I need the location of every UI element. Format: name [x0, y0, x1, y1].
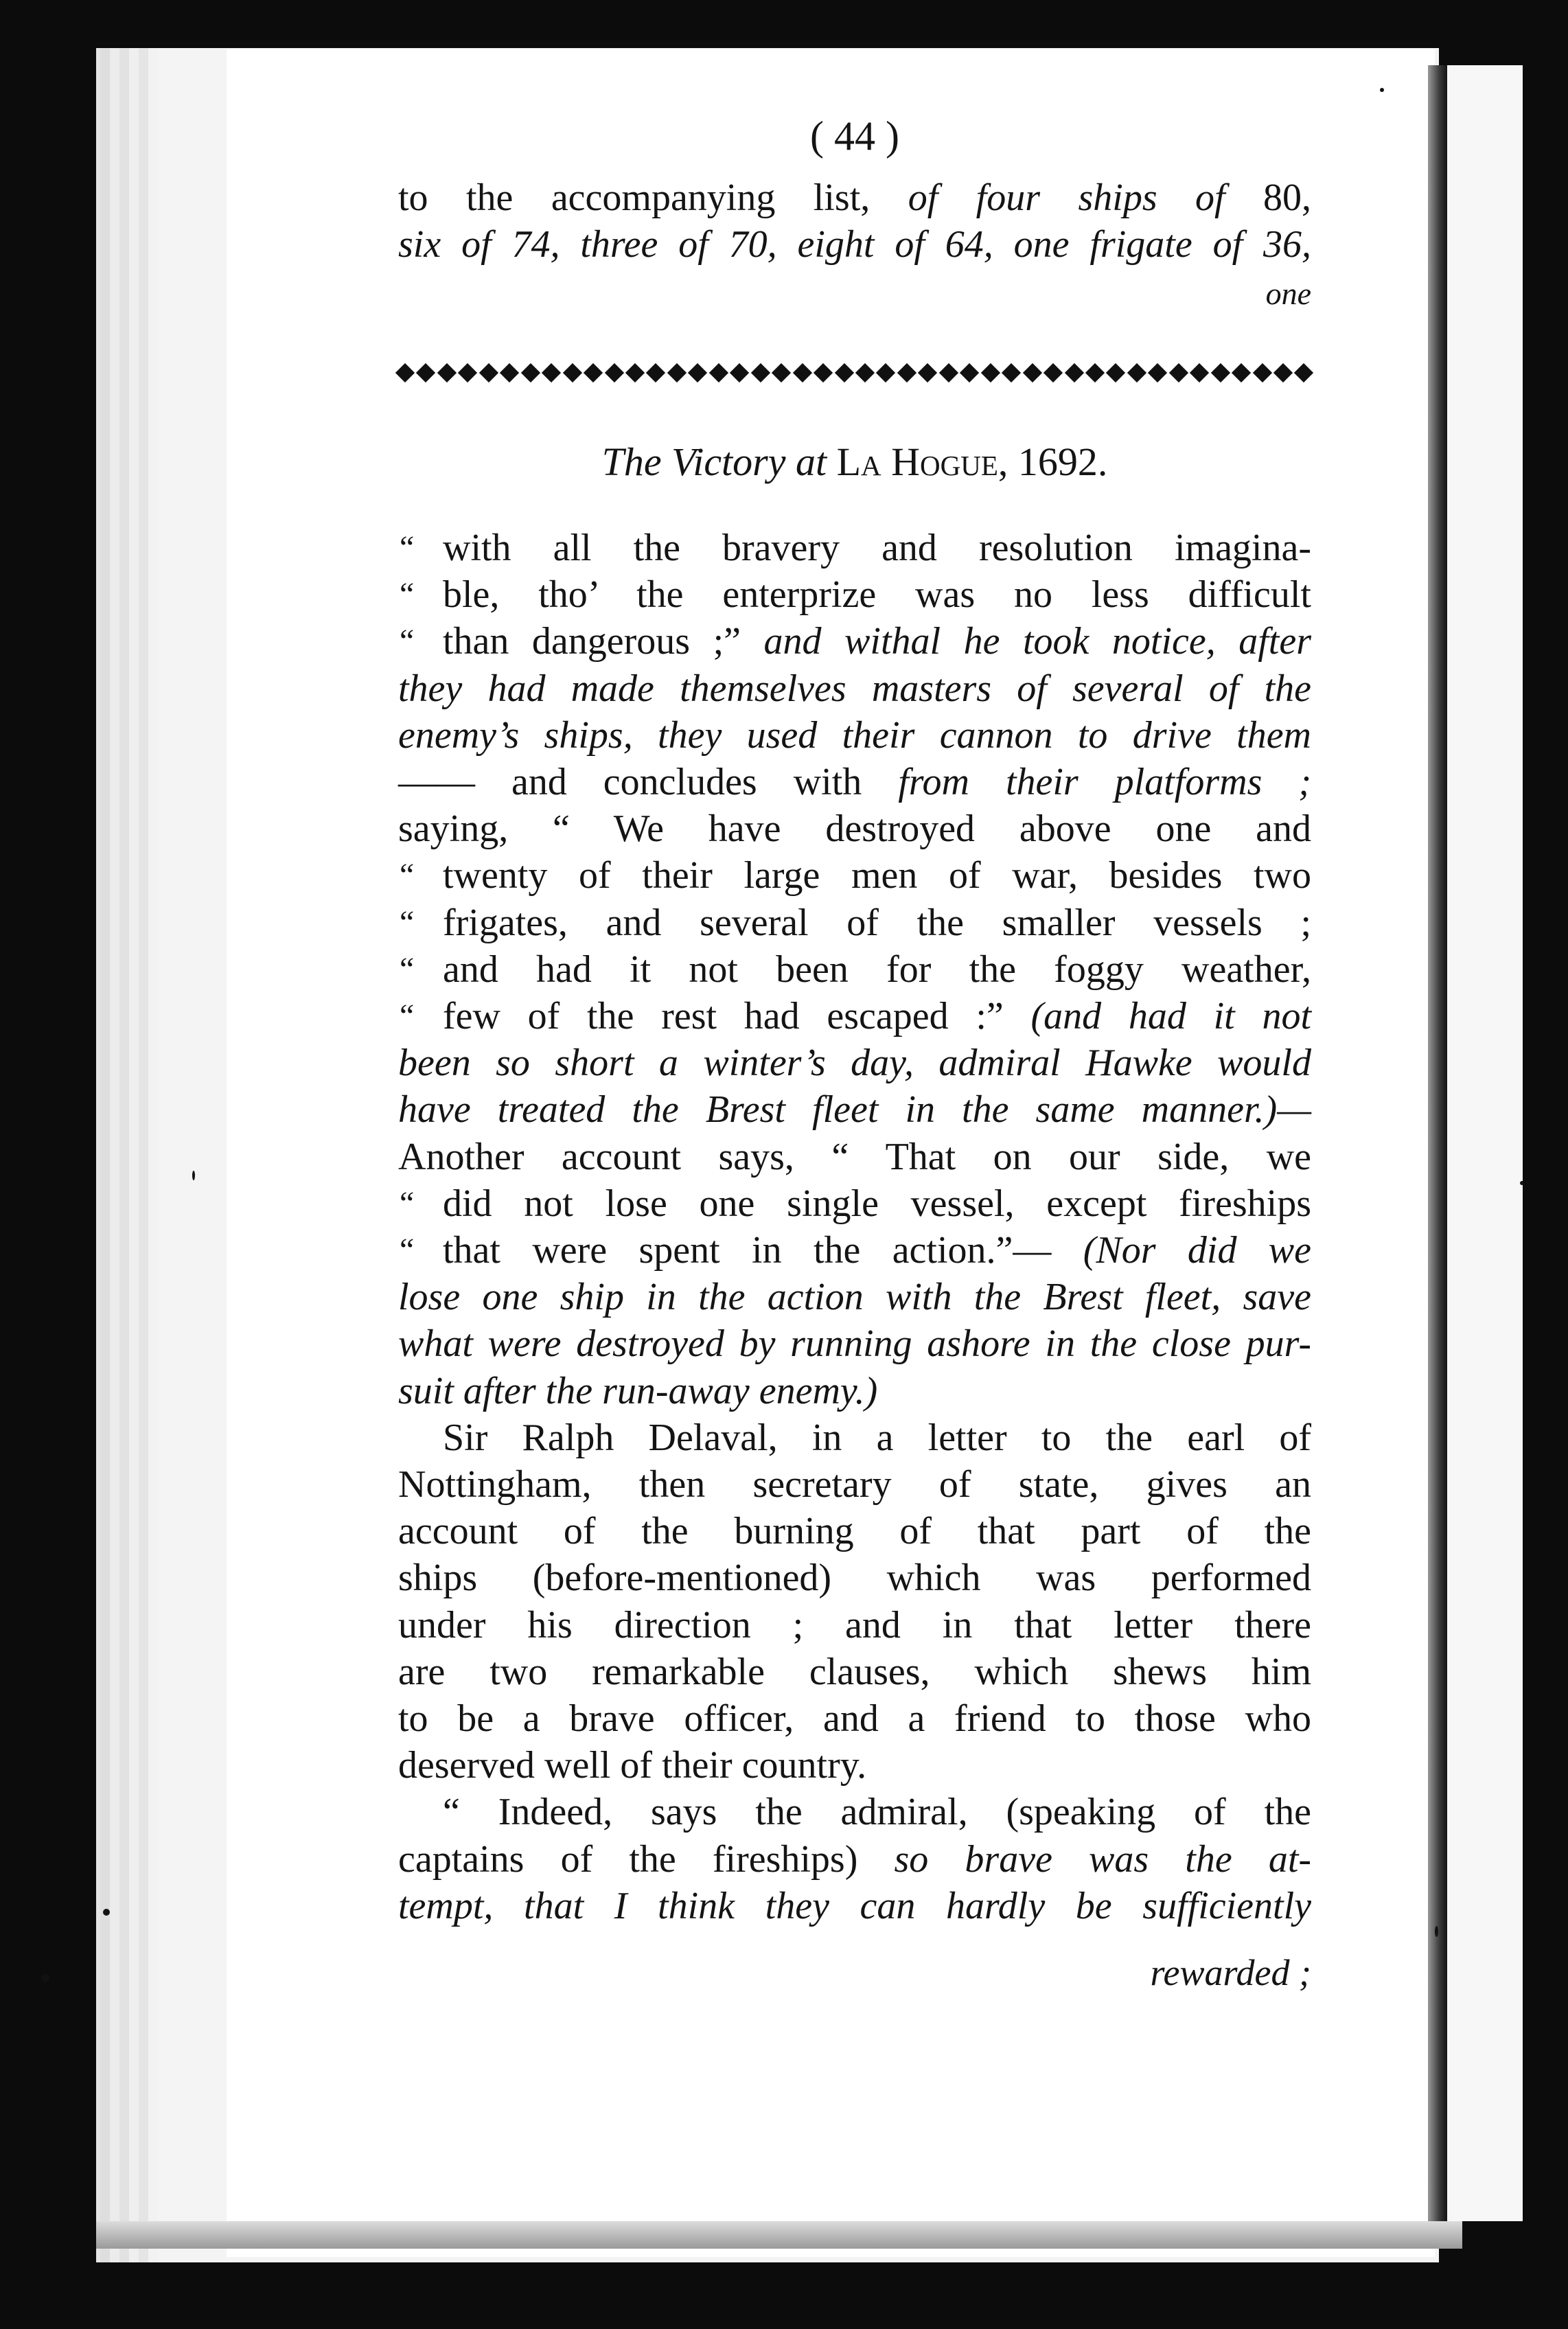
- text-run: to the accompanying list,: [398, 176, 871, 219]
- text-run-italic: lose one ship in the action with the Brest fleet, save: [398, 1276, 1311, 1318]
- ornament-diamond: [772, 363, 791, 382]
- ornament-diamond: [500, 363, 519, 382]
- text-line: [400, 525, 1311, 571]
- text-run-italic: have treated the Brest fleet in the same manner.)—: [398, 1088, 1311, 1131]
- ornament-diamond: [918, 363, 937, 382]
- text-run: twenty of their large men of war, besides two: [443, 854, 1311, 897]
- text-run: than dangerous ;”: [443, 620, 741, 663]
- text-run-italic: been so short a winter’s day, admiral Hawke would: [398, 1042, 1311, 1084]
- text-line: [398, 1040, 1311, 1086]
- catchword-bottom: rewarded ;: [1150, 1952, 1311, 1993]
- text-line: [398, 1696, 1311, 1741]
- text-line: [400, 947, 1311, 992]
- text-line: [398, 1555, 1311, 1601]
- ornament-diamond: [395, 363, 415, 382]
- scan-background: [1523, 0, 1568, 2329]
- text-line: [398, 666, 1311, 711]
- ornament-diamond: [584, 363, 603, 382]
- ornament-diamond: [1085, 363, 1105, 382]
- text-line: [398, 1649, 1311, 1695]
- gutter-shadow: [1428, 65, 1447, 2221]
- ornament-diamond: [1148, 363, 1167, 382]
- text-run: deserved well of their country.: [398, 1744, 867, 1787]
- ornament-diamond: [1273, 363, 1293, 382]
- ornament-diamond: [730, 363, 749, 382]
- ornament-diamond: [1252, 363, 1271, 382]
- text-line: [398, 1134, 1311, 1180]
- text-run: saying, “ We have destroyed above one and: [398, 807, 1311, 850]
- ornament-diamond: [542, 363, 561, 382]
- text-run: frigates, and several of the smaller vessels ;: [443, 902, 1311, 944]
- ornament-diamond: [1127, 363, 1146, 382]
- text-run: captains of the fireships): [398, 1838, 858, 1881]
- text-line: [398, 1837, 1311, 1882]
- ornament-diamond: [876, 363, 895, 382]
- text-run: 80,: [1263, 176, 1312, 219]
- ornament-diamond: [479, 363, 498, 382]
- ornament-diamond: [646, 363, 665, 382]
- text-line: [398, 759, 1311, 805]
- text-line-top-2: six of 74, three of 70, eight of 64, one frigate of 36,: [398, 223, 1311, 266]
- page-number: ( 44 ): [810, 113, 899, 159]
- ornament-diamond: [939, 363, 958, 382]
- text-line: [400, 572, 1311, 617]
- ornament-diamond: [1232, 363, 1251, 382]
- heading-prefix: The Victory at: [601, 439, 827, 484]
- text-line: [443, 1415, 1311, 1460]
- text-run-italic: (and had it not: [1030, 995, 1312, 1037]
- text-run: did not lose one single vessel, except fireships: [443, 1182, 1311, 1225]
- text-run: and had it not been for the foggy weather,: [443, 948, 1311, 991]
- ornament-diamond: [437, 363, 457, 382]
- text-line: [400, 900, 1311, 945]
- ornamental-rule: [398, 356, 1311, 390]
- quote-mark: “: [400, 1232, 415, 1268]
- ornament-diamond: [416, 363, 435, 382]
- text-run-italic: of four ships of: [908, 176, 1225, 219]
- ornament-diamond: [562, 363, 581, 382]
- ornament-diamond: [625, 363, 645, 382]
- ornament-diamond: [1022, 363, 1041, 382]
- ornament-diamond: [521, 363, 540, 382]
- text-line: [398, 1508, 1311, 1554]
- text-line: [398, 1462, 1311, 1507]
- quote-mark: “: [400, 529, 415, 566]
- text-run-italic: tempt, that I think they can hardly be sufficiently: [398, 1885, 1311, 1927]
- text-run: under his direction ; and in that letter there: [398, 1604, 1311, 1647]
- ornament-diamond: [1190, 363, 1209, 382]
- text-run: “ Indeed, says the admiral, (speaking of the: [443, 1791, 1311, 1833]
- quote-mark: “: [400, 576, 415, 612]
- text-run: ships (before-mentioned) which was performed: [398, 1557, 1311, 1599]
- quote-mark: “: [400, 623, 415, 659]
- quote-mark: “: [400, 857, 415, 893]
- text-line: [398, 1743, 1311, 1788]
- text-line: [398, 1368, 1311, 1414]
- text-run-italic: suit after the run-away enemy.): [398, 1370, 878, 1412]
- text-run-italic: enemy’s ships, they used their cannon to drive them: [398, 714, 1311, 757]
- heading-place: La Hogue,: [836, 439, 1008, 484]
- text-line: [400, 1181, 1311, 1226]
- quote-mark: “: [400, 1185, 415, 1221]
- text-run-italic: they had made themselves masters of several of the: [398, 667, 1311, 710]
- running-heading: [398, 438, 1311, 486]
- ornament-diamond: [814, 363, 833, 382]
- text-line: [443, 1789, 1311, 1835]
- ornament-diamond: [981, 363, 1000, 382]
- ornament-diamond: [688, 363, 707, 382]
- text-line: [400, 994, 1312, 1039]
- text-line: [398, 1883, 1311, 1929]
- ornament-diamond: [897, 363, 916, 382]
- text-line: [400, 619, 1311, 664]
- text-line: [400, 853, 1311, 898]
- text-line: [398, 1274, 1311, 1320]
- ornament-diamond: [1211, 363, 1230, 382]
- text-run: account of the burning of that part of the: [398, 1510, 1311, 1552]
- text-run: to be a brave officer, and a friend to those who: [398, 1697, 1311, 1740]
- ornament-diamond: [1294, 363, 1313, 382]
- quote-mark: “: [400, 904, 415, 941]
- text-run-italic: and withal he took notice, after: [763, 620, 1311, 663]
- text-line: [398, 1321, 1311, 1366]
- ornament-diamond: [709, 363, 728, 382]
- ornament-diamond: [1106, 363, 1125, 382]
- catchword: one: [1265, 276, 1311, 311]
- text-run: are two remarkable clauses, which shews him: [398, 1651, 1311, 1693]
- quote-mark: “: [400, 951, 415, 987]
- text-run: Another account says, “ That on our side, we: [398, 1136, 1311, 1178]
- text-run: with all the bravery and resolution imagina-: [443, 527, 1311, 569]
- facing-page-edge: [1447, 65, 1523, 2221]
- ornament-diamond: [1064, 363, 1083, 382]
- bottom-edge-shadow: [96, 2221, 1462, 2249]
- text-line: [398, 1603, 1311, 1648]
- text-line: [398, 713, 1311, 758]
- text-run: Sir Ralph Delaval, in a letter to the earl of: [443, 1416, 1311, 1459]
- ornament-diamond: [1002, 363, 1021, 382]
- text-line: [398, 806, 1311, 851]
- ornament-diamond: [458, 363, 477, 382]
- text-run-italic: so brave was the at-: [894, 1838, 1312, 1881]
- text-run: —— and concludes with: [398, 761, 862, 803]
- text-run-italic: (Nor did we: [1083, 1229, 1312, 1272]
- text-run: few of the rest had escaped :”: [443, 995, 1004, 1037]
- ornament-diamond: [1044, 363, 1063, 382]
- ornament-diamond: [604, 363, 623, 382]
- text-line: [398, 1087, 1311, 1132]
- text-line: [400, 1228, 1312, 1273]
- text-run-italic: from their platforms ;: [898, 761, 1312, 803]
- quote-mark: “: [400, 998, 415, 1034]
- ornament-diamond: [834, 363, 853, 382]
- text-run-italic: what were destroyed by running ashore in the close pur-: [398, 1322, 1311, 1365]
- text-run: Nottingham, then secretary of state, gives an: [398, 1463, 1311, 1506]
- heading-year: 1692.: [1017, 439, 1108, 484]
- text-run: ble, tho’ the enterprize was no less difficult: [443, 573, 1311, 616]
- ornament-diamond: [667, 363, 687, 382]
- ornament-diamond: [855, 363, 875, 382]
- ornament-diamond: [792, 363, 811, 382]
- ornament-diamond: [1169, 363, 1188, 382]
- ornament-diamond: [751, 363, 770, 382]
- text-run: that were spent in the action.”—: [443, 1229, 1052, 1272]
- ornament-diamond: [960, 363, 979, 382]
- text-line-top-1: [398, 175, 1311, 220]
